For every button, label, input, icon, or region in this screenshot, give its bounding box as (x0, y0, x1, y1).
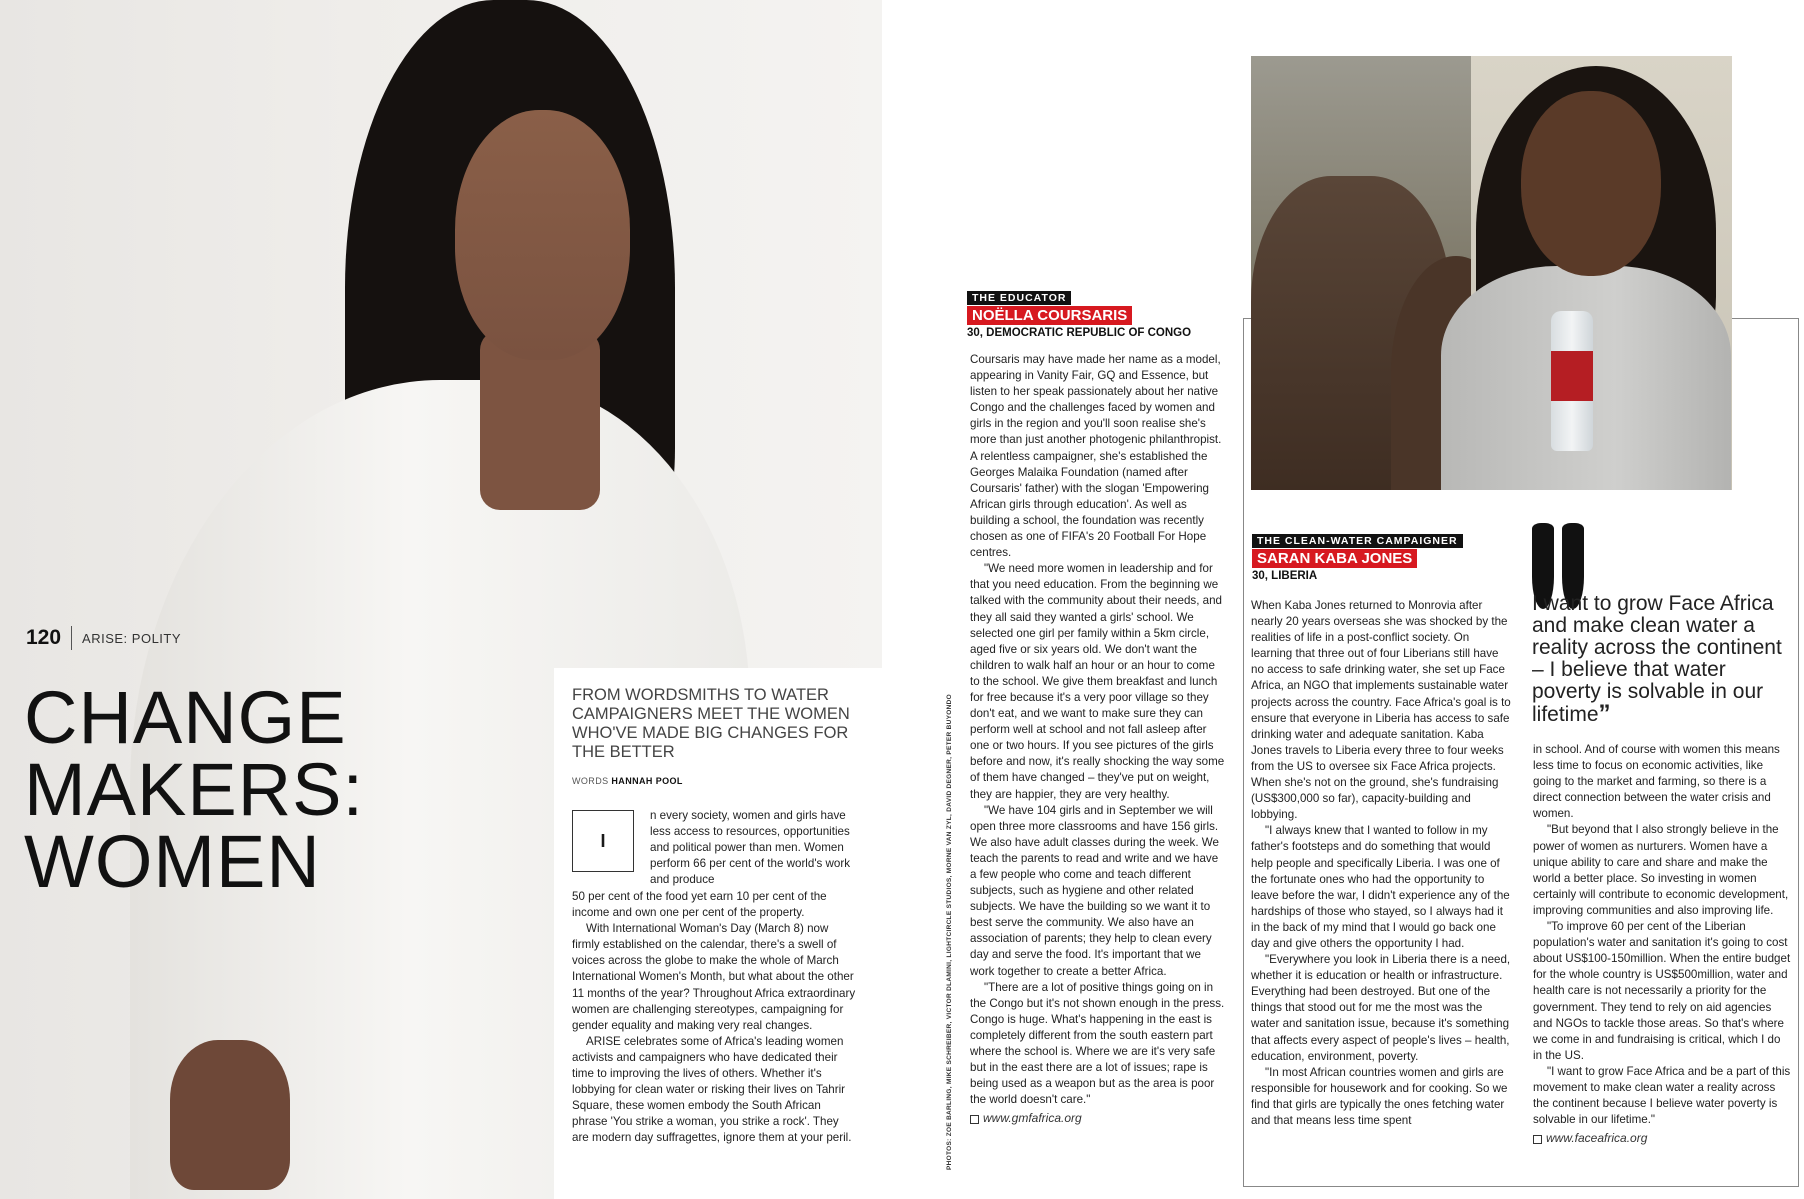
campaigner-q4: "I want to grow Face Africa and be a part of this movement to make clean water a reality across the continent because I believe water poverty is solvable in our lifetime." (1533, 1064, 1791, 1127)
byline-label: WORDS (572, 776, 609, 786)
close-quote-icon: ” (1598, 700, 1611, 727)
folio (26, 626, 181, 650)
educator-p4: "There are a lot of positive things going on in the Congo but it's not shown enough in the press. Congo is huge. What's happening in the east is completely different from the south eastern part where the school is. Where we are it's very safe but in the east there are a lot of issues; rape is being used as a weapon but as the area is poor the world doesn't care." (970, 980, 1225, 1107)
pull-quote (1532, 593, 1792, 726)
campaigner-p3: "Everywhere you look in Liberia there is a need, whether it is education or health or infrastructure. Everything had been destroyed. But one of the things that stood out for me the most was the water and sanitation issue, because it's something that affects every aspect of people's lives – health, education, environment, poverty. (1251, 953, 1511, 1063)
portrait-photo-kaba-jones (1251, 56, 1732, 490)
educator-subtitle: 30, DEMOCRATIC REPUBLIC OF CONGO (967, 327, 1192, 339)
bottle-label (1551, 351, 1593, 401)
standfirst: FROM WORDSMITHS TO WATER CAMPAIGNERS MEET THE WOMEN WHO'VE MADE BIG CHANGES FOR THE BETTER (572, 686, 850, 761)
educator-p2: "We need more women in leadership and for that you need education. From the beginning we talked with the community about their needs, and they all said they wanted a girls' school. We selected one girl per family within a 5km circle, aged five or six years old. We don't want the children to walk half an hour or an hour to come to the school. We give them breakfast and lunch for free because it's a very poor village so they don't eat, and we want to make sure they can perform well at school and not fall asleep after one or two hours. If you see pictures of the girls before and now, it's really shocking the way some of them have changed – they've put on weight, they are happier, they are very healthy. (970, 562, 1225, 801)
page-headline (24, 676, 484, 903)
campaigner-q2: "But beyond that I also strongly believe in the power of women as nurturers. Women have a unique ability to care and share and make the world a better place. So investing in women certainly will contribute to economic development, improving communities and also improving life. (1533, 823, 1789, 917)
headline-line-2: MAKERS: (24, 748, 365, 831)
campaigner-url-text[interactable]: www.faceafrica.org (1546, 1131, 1648, 1146)
campaigner-url[interactable] (1533, 1130, 1791, 1146)
page-number: 120 (26, 626, 62, 649)
educator-header (967, 288, 1191, 339)
pull-quote-text: I want to grow Face Africa and make clean water a reality across the continent – I believe that water poverty is solvable in our lifetime (1532, 592, 1782, 726)
campaigner-p1: When Kaba Jones returned to Monrovia after nearly 20 years overseas she was shocked by the realities of life in a post-conflict society. On learning that three out of four Liberians still have no access to safe drinking water, she set up Face Africa, an NGO that implements sustainable water projects across the country. Face Africa's goal is to ensure that everyone in Liberia has access to safe drinking water and adequate sanitation. Kaba Jones travels to Liberia every three to four weeks from the US to oversee six Face Africa projects. When she's not on the ground, she's fundraising (US$300,000 so far), capacity-building and lobbying. (1251, 599, 1511, 822)
url-box-icon (1533, 1135, 1542, 1144)
intro-p3: ARISE celebrates some of Africa's leading women activists and campaigners who have dedicated their time to improving the lives of others. Whether it's lobbying for clean water or risking their lives on Tahrir Square, these women embody the South African phrase 'You strike a woman, you strike a rock'. They are modern day suffragettes, ignore them at your peril. (572, 1034, 852, 1145)
educator-url[interactable] (970, 1110, 1225, 1126)
educator-tag: THE EDUCATOR (967, 291, 1071, 305)
campaigner-header (1252, 531, 1463, 582)
intro-body (572, 889, 857, 1147)
section-label: ARISE: POLITY (82, 630, 182, 646)
campaigner-tag: THE CLEAN-WATER CAMPAIGNER (1252, 534, 1463, 548)
campaigner-p4: "In most African countries women and girls are responsible for housework and for cooking. So we find that girls are typically the ones fetching water and that means less time spent (1251, 1065, 1508, 1127)
intro-p1-wrap: n every society, women and girls have less access to resources, opportunities and political power than men. Women perform 66 per cent of the world's work and produce (650, 809, 851, 887)
educator-name: NOËLLA COURSARIS (967, 306, 1132, 325)
url-box-icon (970, 1115, 979, 1124)
campaigner-q3: "To improve 60 per cent of the Liberian population's water and sanitation it's going to cost about US$100-150million. When the entire budget for the whole country is US$500million, water and health care is not necessarily a priority for the government. They tend to rely on aid agencies and NGOs to tackle those areas. So that's where we come in and fundraising is critical, which I do in the US. (1533, 920, 1791, 1062)
headline-line-1: CHANGE (24, 676, 347, 759)
campaigner-body-continued (1533, 742, 1791, 1146)
photo-water-bottle (1551, 311, 1593, 451)
campaigner-subtitle: 30, LIBERIA (1252, 570, 1318, 582)
photo-credit: PHOTOS: ZOE BARLING, MIKE SCHREIBER, VICTOR DLAMINI, LIGHTCIRCLE STUDIOS, MORNE VAN ZYL, DAVID DEGNER, PETER BUYONDO (946, 694, 953, 1170)
headline-line-3: WOMEN (24, 820, 321, 903)
folio-divider (71, 626, 72, 650)
educator-p3: "We have 104 girls and in September we will open three more classrooms and have 156 girls. We also have adult classes during the week. We teach the parents to read and write and we have a few people who come and teach different subjects, such as hygiene and other related subjects. We have the building so we want it to best serve the community. We also have an association of parents; they help to clean every day and serve the food. It's important that we work together to create a better Africa. (970, 803, 1219, 978)
drop-cap: I (572, 810, 634, 872)
byline (572, 776, 683, 786)
campaigner-body (1251, 598, 1513, 1129)
educator-url-text[interactable]: www.gmfafrica.org (983, 1111, 1082, 1126)
intro-paragraph-wrap (650, 808, 855, 888)
byline-author: HANNAH POOL (611, 776, 683, 786)
intro-p1-rest: 50 per cent of the food yet earn 10 per cent of the income and own one per cent of the property. (572, 890, 827, 920)
campaigner-q1: in school. And of course with women this means less time to focus on economic activities, like going to the market and farming, so there is a direct connection between the water crisis and women. (1533, 743, 1780, 821)
photo-hand (170, 1040, 290, 1190)
photo-face (455, 110, 630, 360)
campaigner-p2: "I always knew that I wanted to follow in my father's footsteps and do something that would help people and specifically Liberia. I was one of the fortunate ones who had the opportunity to leave before the war, I didn't experience any of the hardships of those who stayed, so I always had it in the back of my mind that I would go back one day and give others the opportunity I had. (1251, 824, 1510, 950)
educator-p1: Coursaris may have made her name as a model, appearing in Vanity Fair, GQ and Essence, but listen to her speak passionately about her native Congo and the challenges faced by women and girls in the region and you'll soon realise she's more than just another photogenic philanthropist. A relentless campaigner, she's established the Georges Malaika Foundation (named after Coursaris' father) with the slogan 'Empowering African girls through education'. As well as building a school, the foundation was recently chosen as one of FIFA's 20 Football For Hope centres. (970, 353, 1222, 560)
campaigner-name: SARAN KABA JONES (1252, 549, 1417, 568)
photo-face-right (1521, 91, 1661, 276)
educator-body (970, 352, 1225, 1127)
intro-p2: With International Woman's Day (March 8) now firmly established on the calendar, there's a swell of voices across the globe to make the whole of March International Women's Month, but what about the other 11 months of the year? Throughout Africa extraordinary women are challenging stereotypes, campaigning for gender equality and making very real changes. (572, 922, 856, 1032)
